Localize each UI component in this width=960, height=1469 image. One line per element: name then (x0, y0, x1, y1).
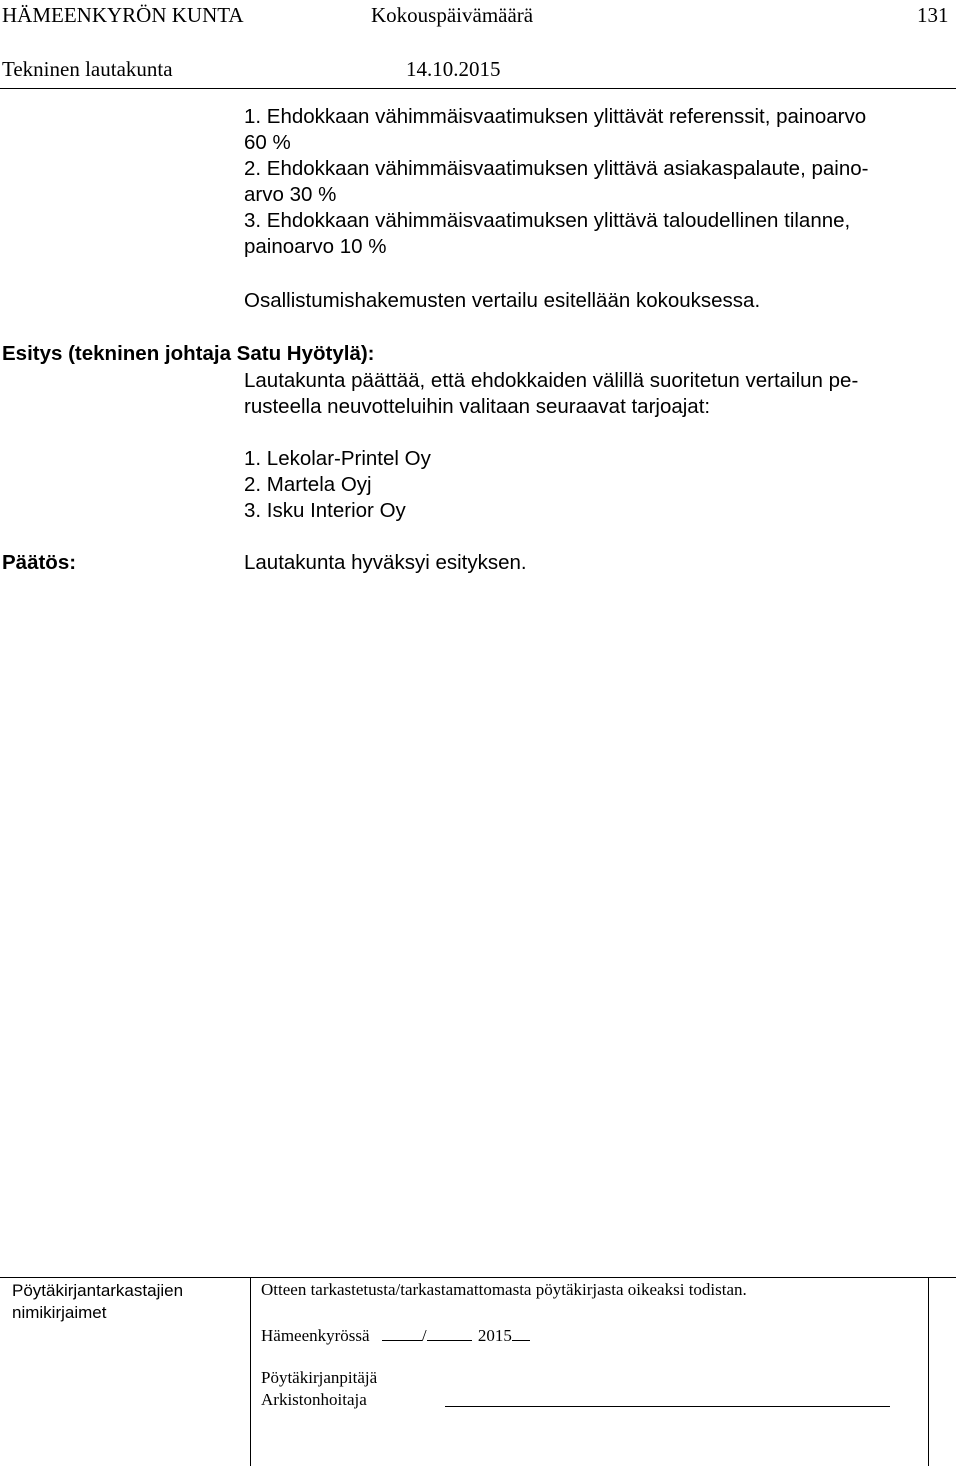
criteria-line: 1. Ehdokkaan vähimmäisvaatimuksen ylittävät referenssit, painoarvo (244, 105, 867, 128)
header-divider (0, 88, 956, 89)
page-number: 131 (917, 3, 949, 27)
keeper-label-line: Arkistonhoitaja (261, 1390, 367, 1409)
year-value: 2015 (477, 1326, 512, 1345)
bidder-item: 2. Martela Oyj (244, 473, 372, 496)
proposal-line: rusteella neuvotteluihin valitaan seuraavat tarjoajat: (244, 395, 711, 418)
decision-text: Lautakunta hyväksyi esityksen. (244, 551, 527, 574)
month-blank[interactable] (427, 1324, 472, 1341)
bidder-list (244, 446, 431, 524)
footer-divider-right (928, 1277, 929, 1466)
date-label: Kokouspäivämäärä (371, 3, 534, 27)
day-blank[interactable] (382, 1324, 422, 1341)
place-name: Hämeenkyrössä (261, 1326, 370, 1345)
bidder-item: 1. Lekolar-Printel Oy (244, 447, 431, 470)
proposal-label: Esitys (tekninen johtaja Satu Hyötylä): (2, 342, 375, 365)
criteria-line: painoarvo 10 % (244, 235, 387, 258)
criteria-line: 2. Ehdokkaan vähimmäisvaatimuksen ylittävä asiakaspalaute, paino- (244, 157, 869, 180)
criteria-line: 60 % (244, 131, 291, 154)
proposal-text (244, 368, 858, 420)
signature-line[interactable] (445, 1406, 890, 1407)
year-blank[interactable] (512, 1324, 530, 1341)
decision-label: Päätös: (2, 551, 77, 574)
date-slash: / (421, 1326, 427, 1345)
criteria-line: arvo 30 % (244, 183, 337, 206)
signers-label (12, 1280, 183, 1324)
comparison-note: Osallistumishakemusten vertailu esitellään kokouksessa. (244, 289, 761, 312)
signers-label-line: nimikirjaimet (12, 1303, 107, 1322)
municipality-name: HÄMEENKYRÖN KUNTA (2, 3, 244, 27)
keeper-label (261, 1367, 377, 1411)
board-name: Tekninen lautakunta (2, 57, 173, 81)
certification-text: Otteen tarkastetusta/tarkastamattomasta pöytäkirjasta oikeaksi todistan. (261, 1280, 747, 1299)
footer-divider-left (250, 1277, 251, 1466)
place-date-line (261, 1324, 530, 1346)
signers-label-line: Pöytäkirjantarkastajien (12, 1281, 184, 1300)
bidder-item: 3. Isku Interior Oy (244, 499, 406, 522)
meeting-date: 14.10.2015 (406, 57, 501, 81)
criteria-list (244, 104, 868, 260)
criteria-line: 3. Ehdokkaan vähimmäisvaatimuksen ylittävä taloudellinen tilanne, (244, 209, 851, 232)
proposal-line: Lautakunta päättää, että ehdokkaiden välillä suoritetun vertailun pe- (244, 369, 859, 392)
keeper-label-line: Pöytäkirjanpitäjä (261, 1368, 378, 1387)
